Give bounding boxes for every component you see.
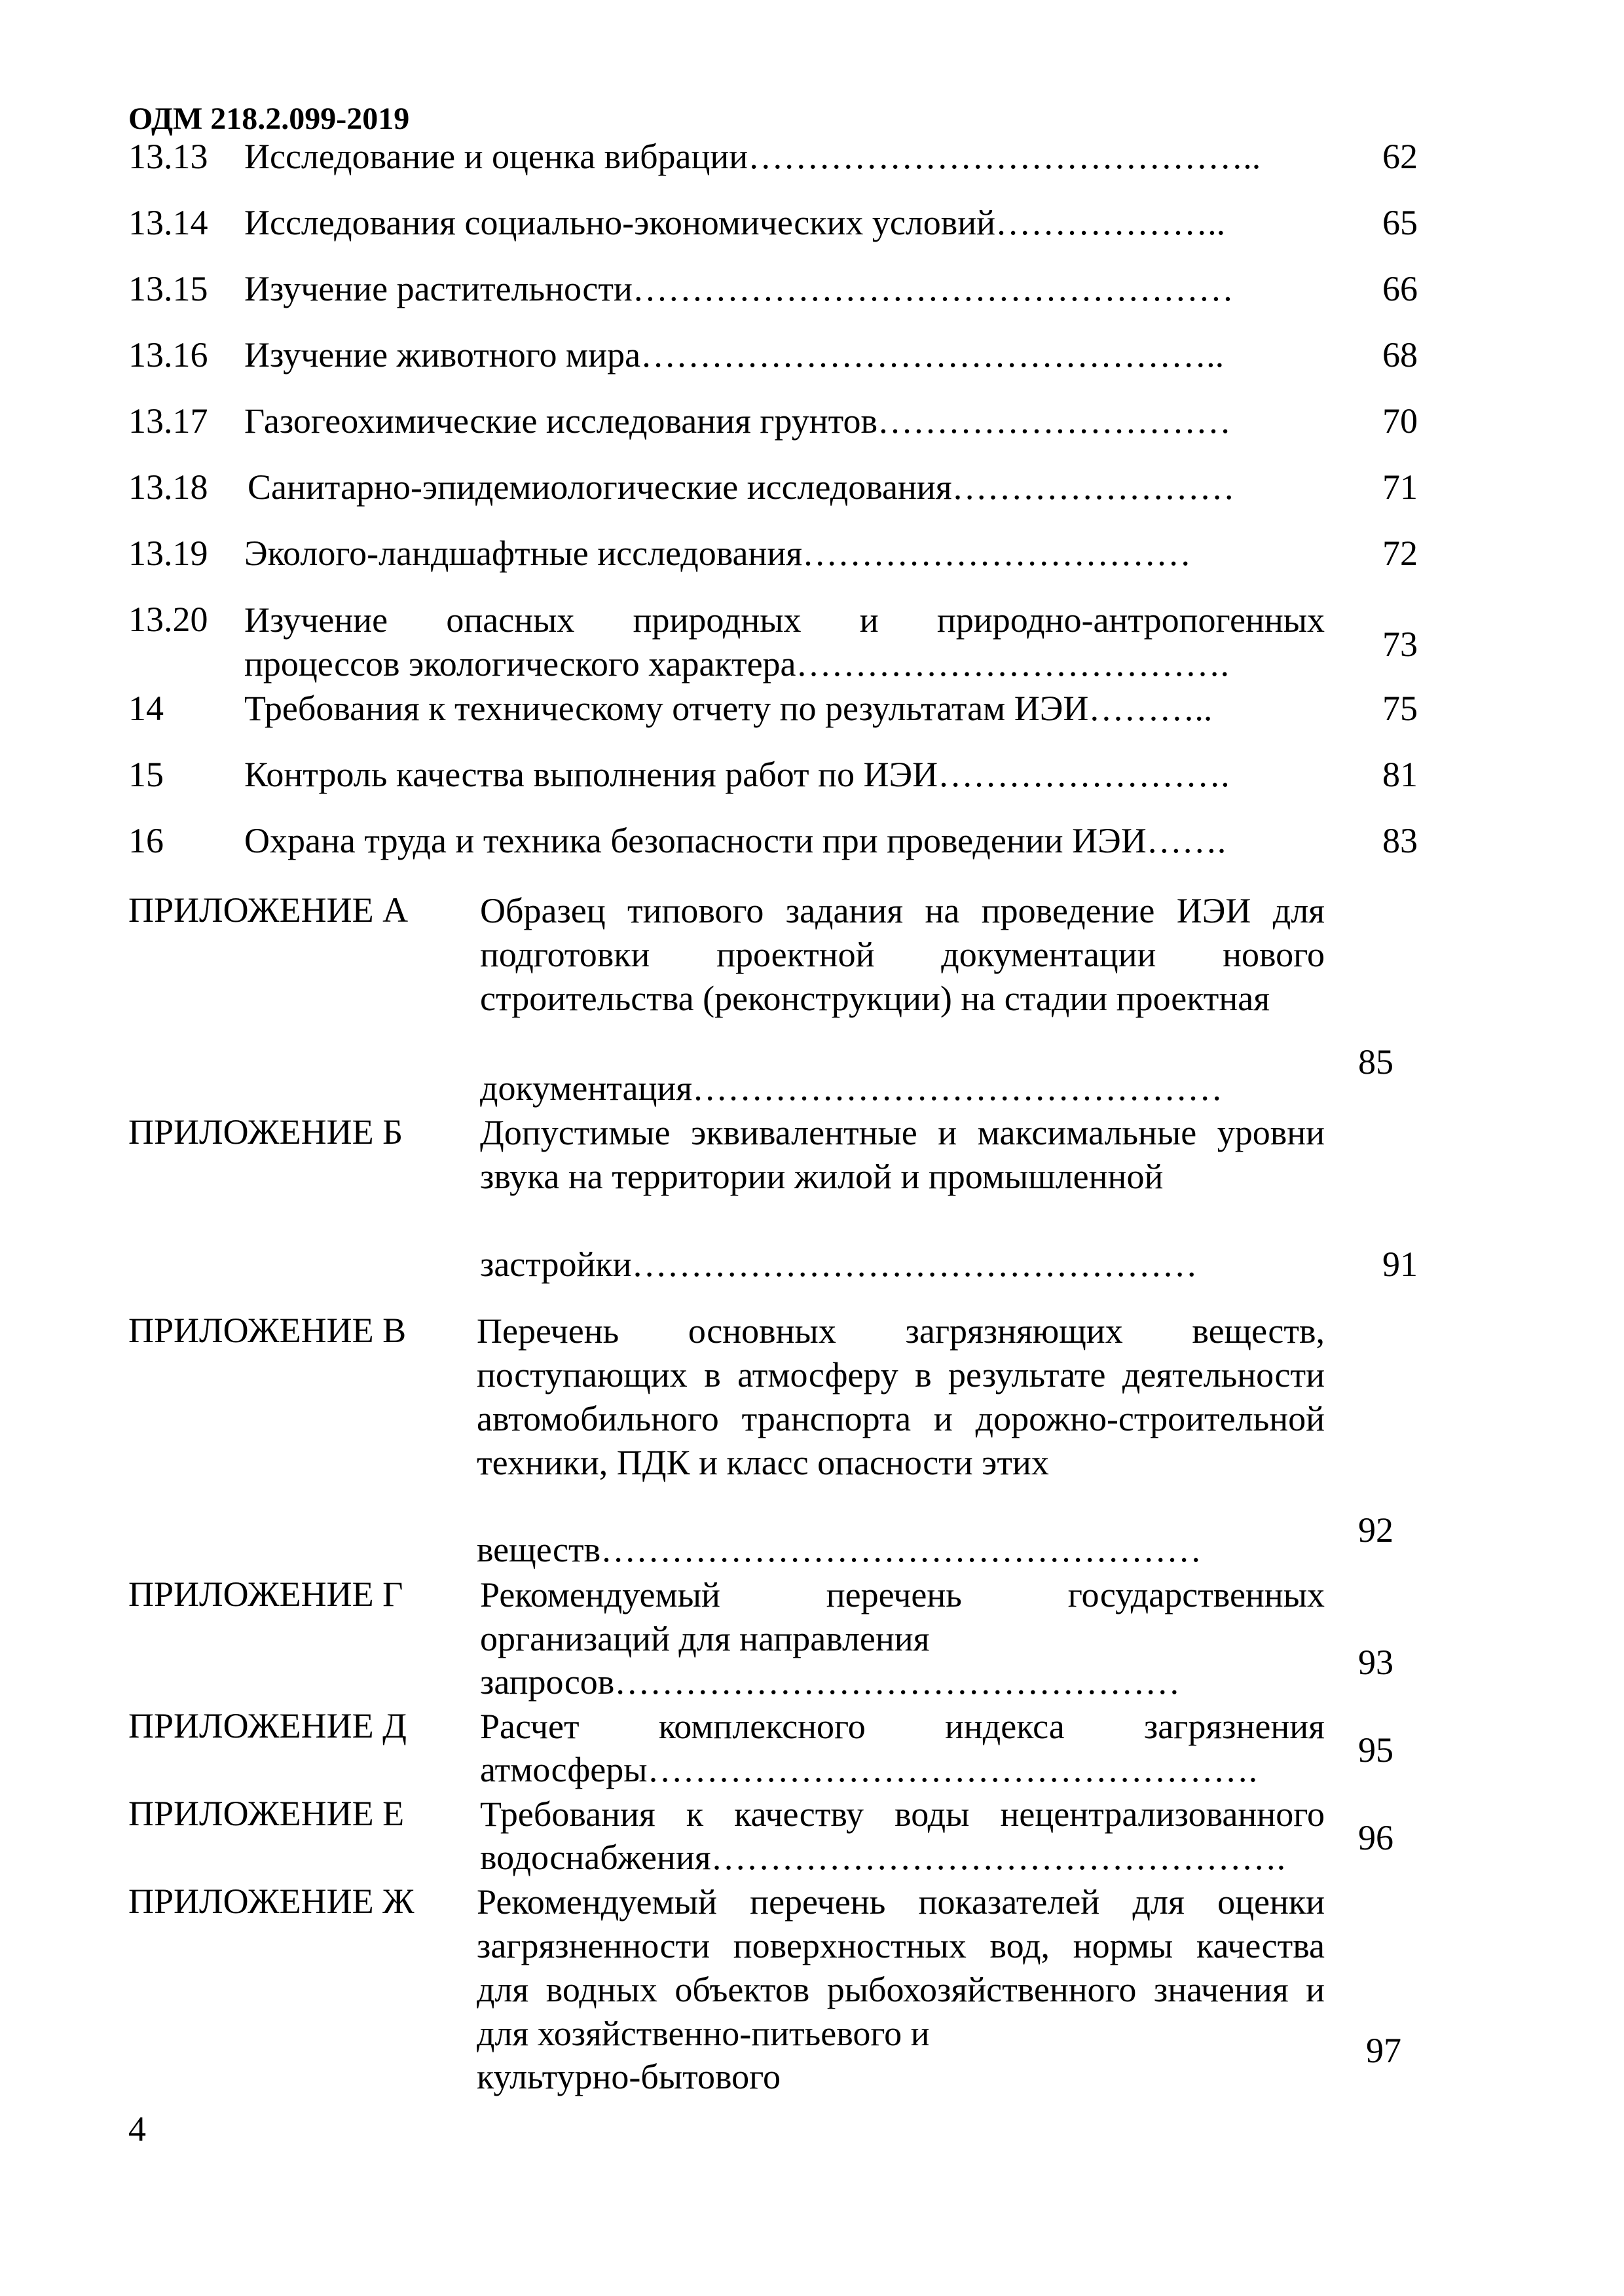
toc-page: 68 bbox=[1382, 335, 1418, 374]
toc-page: 70 bbox=[1382, 401, 1418, 441]
appendix-page: 92 bbox=[1358, 1510, 1393, 1550]
appendix-title-last-line: веществ…………………………………………… bbox=[477, 1530, 1202, 1569]
toc-page: 72 bbox=[1382, 534, 1418, 573]
appendix-label: ПРИЛОЖЕНИЕ Д bbox=[128, 1706, 407, 1745]
appendix-title: Рекомендуемый перечень государственных организаций для направления bbox=[480, 1575, 1325, 1658]
toc-number: 13.14 bbox=[128, 203, 208, 242]
toc-page: 66 bbox=[1382, 269, 1418, 308]
toc-number: 13.19 bbox=[128, 534, 208, 573]
appendix-title-last-line: документация……………………………………… bbox=[480, 1068, 1223, 1108]
document-code: ОДМ 218.2.099-2019 bbox=[128, 101, 410, 136]
appendix-title: Перечень основных загрязняющих веществ, поступающих в атмосферу в результате деятельности автомобильного транспорта и дорожно-строительной техники, ПДК и класс опасности этих bbox=[477, 1311, 1325, 1482]
toc-title: Санитарно-эпидемиологические исследования…………………… bbox=[248, 467, 1235, 507]
appendix-title: Требования к качеству воды нецентрализованного bbox=[480, 1795, 1325, 1834]
toc-page: 81 bbox=[1382, 755, 1418, 794]
appendix-title: Рекомендуемый перечень показателей для оценки загрязненности поверхностных вод, нормы качества для водных объектов рыбохозяйственного значения и для хозяйственно-питьевого и bbox=[477, 1882, 1325, 2053]
appendix-label: ПРИЛОЖЕНИЕ Б bbox=[128, 1112, 403, 1152]
appendix-title-last-line: атмосферы……………………………………………. bbox=[480, 1750, 1258, 1789]
toc-page: 65 bbox=[1382, 203, 1418, 242]
appendix-page: 91 bbox=[1382, 1245, 1418, 1284]
toc-title: Изучение опасных природных и природно-антропогенных bbox=[244, 600, 1325, 640]
appendix-page: 96 bbox=[1358, 1818, 1393, 1857]
toc-page: 83 bbox=[1382, 821, 1418, 860]
toc-title: Изучение растительности…………………………………………… bbox=[244, 269, 1234, 308]
toc-number: 13.15 bbox=[128, 269, 208, 308]
toc-title: Исследования социально-экономических условий……………….. bbox=[244, 203, 1226, 242]
appendix-label: ПРИЛОЖЕНИЕ Ж bbox=[128, 1882, 415, 1921]
toc-title: Контроль качества выполнения работ по ИЭИ……………………. bbox=[244, 755, 1230, 794]
appendix-title-last-line: запросов………………………………………… bbox=[480, 1662, 1181, 1702]
appendix-title-last-line: застройки………………………………………… bbox=[480, 1245, 1198, 1284]
appendix-page: 95 bbox=[1358, 1730, 1393, 1770]
appendix-label: ПРИЛОЖЕНИЕ А bbox=[128, 890, 409, 930]
toc-page: 73 bbox=[1382, 625, 1418, 664]
toc-number: 16 bbox=[128, 821, 164, 860]
toc-title-continuation: процессов экологического характера………………………………. bbox=[244, 644, 1230, 683]
toc-page: 71 bbox=[1382, 467, 1418, 507]
toc-page: 62 bbox=[1382, 137, 1418, 176]
toc-title: Газогеохимические исследования грунтов………………………… bbox=[244, 401, 1232, 441]
appendix-page: 85 bbox=[1358, 1042, 1393, 1082]
appendix-title-last-line: водоснабжения…………………………………………. bbox=[480, 1838, 1286, 1877]
appendix-label: ПРИЛОЖЕНИЕ Г bbox=[128, 1575, 403, 1614]
toc-title: Эколого-ландшафтные исследования…………………………… bbox=[244, 534, 1192, 573]
appendix-label: ПРИЛОЖЕНИЕ Е bbox=[128, 1794, 405, 1833]
toc-page: 75 bbox=[1382, 689, 1418, 728]
toc-number: 14 bbox=[128, 689, 164, 728]
toc-title: Изучение животного мира………………………………………….. bbox=[244, 335, 1225, 374]
toc-number: 13.17 bbox=[128, 401, 208, 441]
toc-title: Исследование и оценка вибрации…………………………………….. bbox=[244, 137, 1261, 176]
toc-number: 15 bbox=[128, 755, 164, 794]
toc-title: Охрана труда и техника безопасности при проведении ИЭИ……. bbox=[244, 821, 1227, 860]
appendix-title: Допустимые эквивалентные и максимальные уровни звука на территории жилой и промышленной bbox=[480, 1113, 1325, 1196]
appendix-title-last-line: культурно-бытового bbox=[477, 2057, 781, 2096]
appendix-page: 97 bbox=[1366, 2031, 1401, 2070]
appendix-page: 93 bbox=[1358, 1643, 1393, 1682]
toc-number: 13.16 bbox=[128, 335, 208, 374]
appendix-title: Образец типового задания на проведение ИЭИ для подготовки проектной документации нового строительства (реконструкции) на стадии проектная bbox=[480, 891, 1325, 1018]
appendix-label: ПРИЛОЖЕНИЕ В bbox=[128, 1311, 407, 1350]
appendix-title: Расчет комплексного индекса загрязнения bbox=[480, 1707, 1325, 1746]
toc-title: Требования к техническому отчету по результатам ИЭИ……….. bbox=[244, 689, 1213, 728]
toc-number: 13.13 bbox=[128, 137, 208, 176]
page-number: 4 bbox=[128, 2109, 146, 2149]
toc-number: 13.18 bbox=[128, 467, 208, 507]
toc-number: 13.20 bbox=[128, 600, 208, 639]
